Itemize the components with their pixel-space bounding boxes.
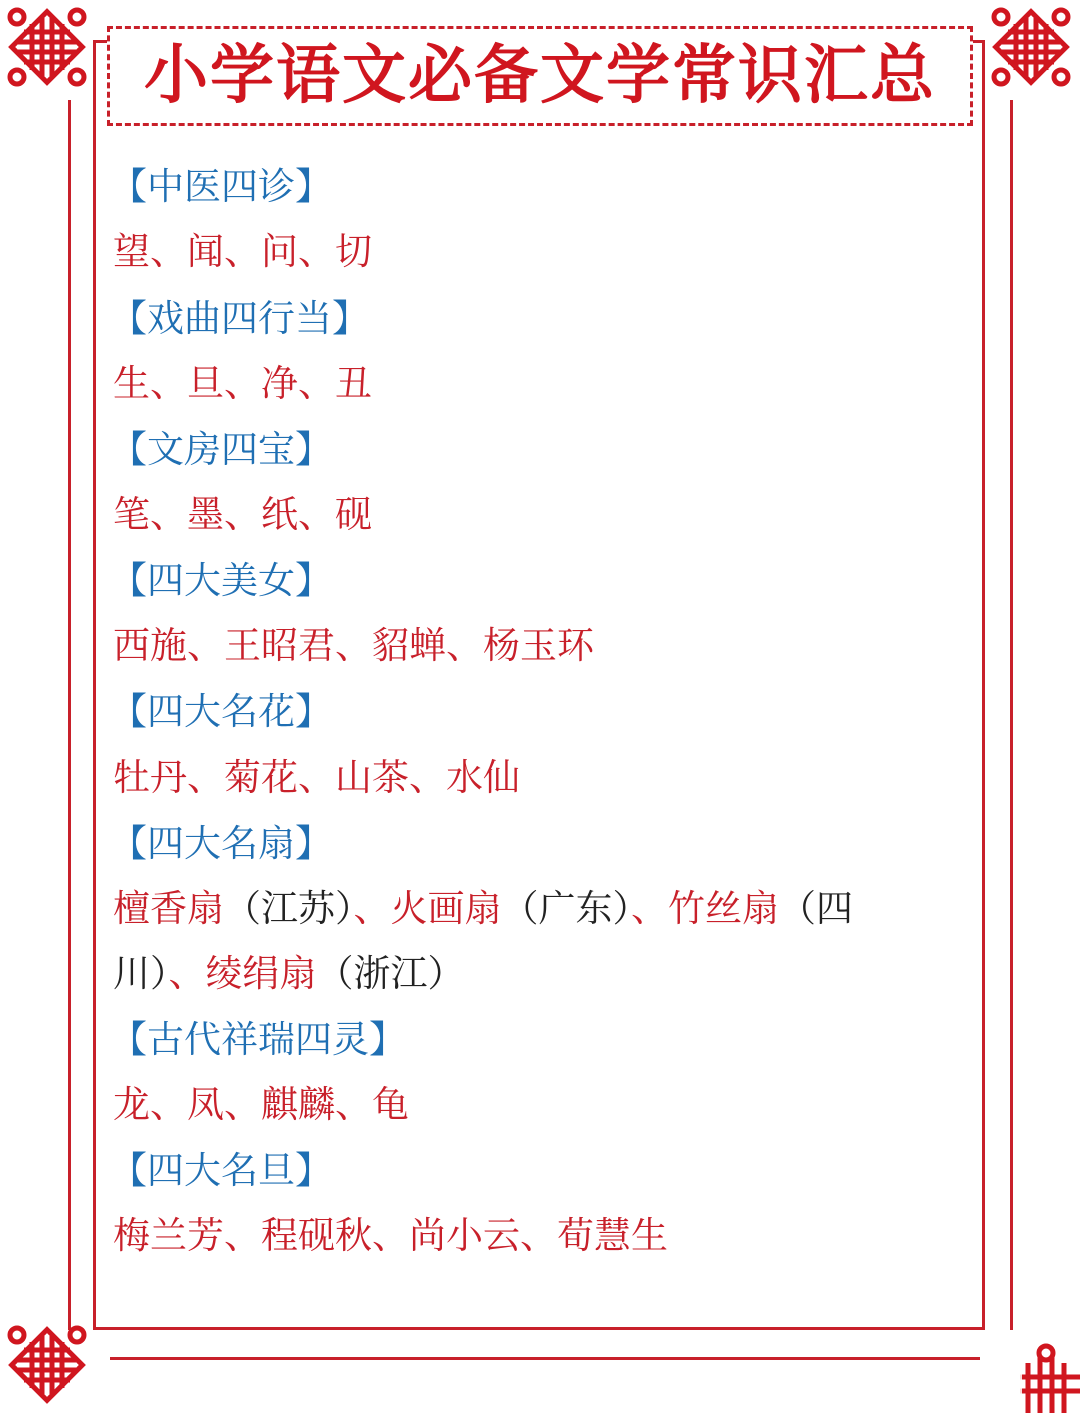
fan-origin: 川） xyxy=(113,952,169,995)
section-heading: 【古代祥瑞四灵】 xyxy=(110,1018,406,1061)
section-heading: 【四大名扇】 xyxy=(110,822,332,865)
fan-name: 绫绢扇 xyxy=(205,952,317,995)
section-heading: 【四大名旦】 xyxy=(110,1149,332,1192)
section-items: 西施、王昭君、貂蝉、杨玉环 xyxy=(113,624,594,667)
page-title: 小学语文必备文学常识汇总 xyxy=(144,39,936,113)
outer-border-left xyxy=(68,100,71,1330)
separator: 、 xyxy=(631,887,668,930)
fan-origin: （浙江） xyxy=(316,952,465,995)
outer-border-right xyxy=(1010,100,1013,1330)
chinese-knot-icon xyxy=(4,4,90,90)
section-items: 笔、墨、纸、砚 xyxy=(113,493,372,536)
fan-origin: （广东） xyxy=(501,887,631,930)
section-heading: 【四大美女】 xyxy=(110,559,332,602)
chinese-knot-icon xyxy=(970,1343,1080,1413)
section-heading: 【戏曲四行当】 xyxy=(110,297,369,340)
section-items: 生、旦、净、丑 xyxy=(113,362,372,405)
title-box xyxy=(107,26,973,126)
chinese-knot-icon xyxy=(988,4,1074,90)
section-heading: 【文房四宝】 xyxy=(110,428,332,471)
section-items: 龙、凤、麒麟、龟 xyxy=(113,1083,409,1126)
outer-border-bottom xyxy=(110,1357,980,1360)
fan-line-1 xyxy=(113,887,853,930)
fan-line-2 xyxy=(113,952,465,995)
separator: 、 xyxy=(168,952,206,995)
separator: 、 xyxy=(353,887,391,930)
fan-origin: （四 xyxy=(779,887,853,930)
chinese-knot-icon xyxy=(4,1322,90,1408)
fan-name: 竹丝扇 xyxy=(668,887,779,930)
section-heading: 【中医四诊】 xyxy=(110,165,332,208)
fan-name: 檀香扇 xyxy=(113,887,224,930)
fan-name: 火画扇 xyxy=(390,887,502,930)
section-items: 梅兰芳、程砚秋、尚小云、荀慧生 xyxy=(113,1214,668,1257)
fan-origin: （江苏） xyxy=(224,887,354,930)
section-items: 牡丹、菊花、山茶、水仙 xyxy=(113,756,520,799)
section-items: 望、闻、问、切 xyxy=(113,230,372,273)
section-heading: 【四大名花】 xyxy=(110,690,332,733)
